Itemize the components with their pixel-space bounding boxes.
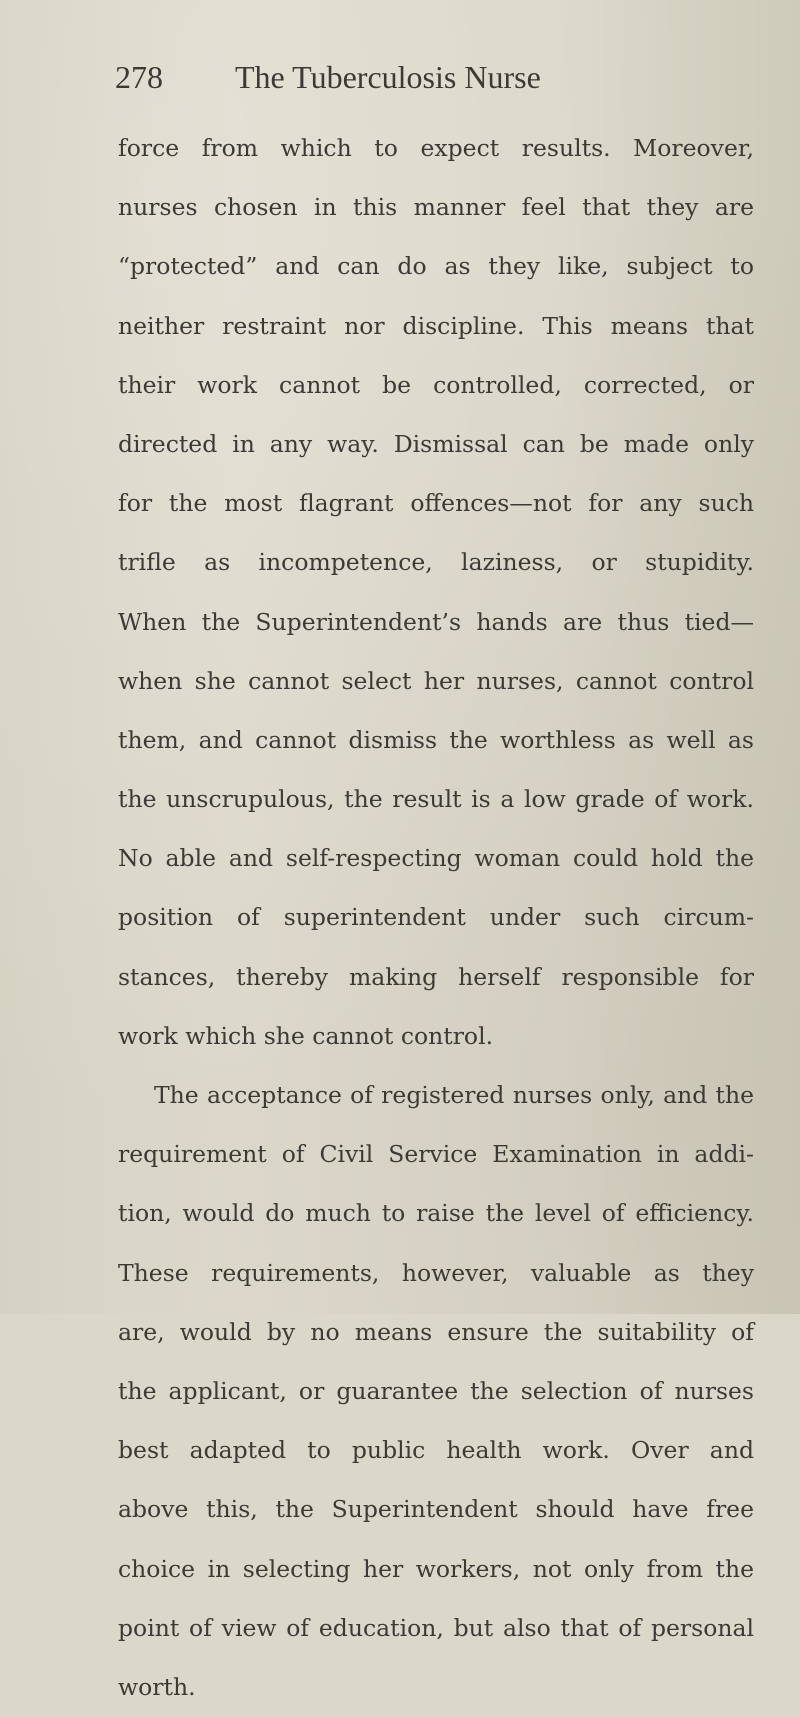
text-line: when she cannot select her nurses, cannot control [118, 666, 754, 695]
text-line: for the most flagrant offences—not for any such [118, 489, 754, 518]
text-line: trifle as incompetence, laziness, or stupidity. [118, 548, 754, 577]
text-line: the unscrupulous, the result is a low grade of work. [118, 785, 754, 814]
running-title: The Tuberculosis Nurse [235, 59, 541, 95]
text-line: “protected” and can do as they like, subject to [118, 252, 754, 281]
text-line: best adapted to public health work. Over and [118, 1436, 754, 1465]
text-line: their work cannot be controlled, corrected, or [118, 370, 754, 399]
text-line: point of view of education, but also that of personal [118, 1613, 754, 1642]
text-line: tion, would do much to raise the level of efficiency. [118, 1199, 754, 1228]
text-line: When the Superintendent’s hands are thus tied— [118, 607, 754, 636]
text-line: the applicant, or guarantee the selection of nurses [118, 1376, 754, 1405]
paragraph-first-line: The acceptance of registered nurses only, and the [154, 1081, 754, 1109]
text-line: nurses chosen in this manner feel that they are [118, 193, 754, 222]
paragraph-last-line: worth. [118, 1672, 196, 1701]
text-line: choice in selecting her workers, not only from the [118, 1554, 754, 1583]
page-number: 278 [115, 59, 163, 95]
running-head [115, 52, 760, 102]
text-line: directed in any way. Dismissal can be made only [118, 429, 754, 458]
text-line: position of superintendent under such circum- [118, 903, 754, 932]
text-line: neither restraint nor discipline. This means that [118, 311, 754, 340]
text-line: These requirements, however, valuable as they [118, 1258, 754, 1287]
text-line: No able and self-respecting woman could hold the [118, 844, 754, 873]
text-line: them, and cannot dismiss the worthless as well as [118, 725, 754, 754]
text-line: stances, thereby making herself responsible for [118, 962, 754, 991]
text-line: requirement of Civil Service Examination in addi- [118, 1140, 754, 1169]
text-line: force from which to expect results. Moreover, [118, 134, 754, 162]
text-line: are, would by no means ensure the suitability of [118, 1317, 754, 1346]
text-line: above this, the Superintendent should have free [118, 1495, 754, 1524]
body-text [118, 119, 754, 1717]
paragraph-last-line: work which she cannot control. [118, 1021, 494, 1050]
